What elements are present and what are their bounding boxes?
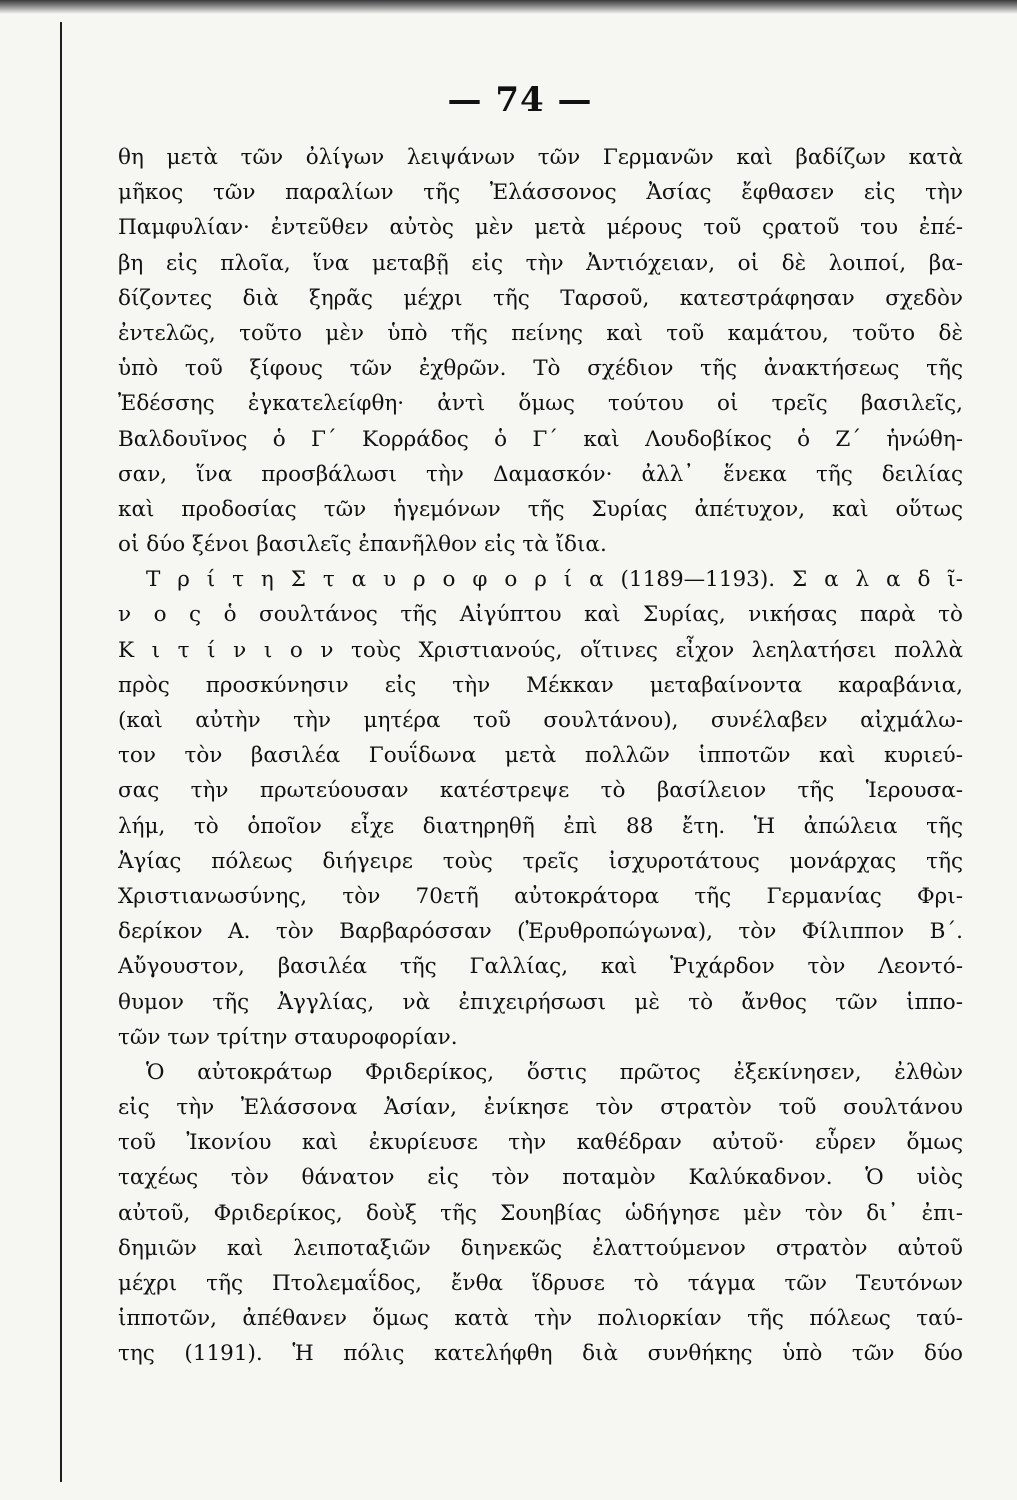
text-line: Κ ι τ ί ν ι ο ν τοὺς Χριστιανούς, οἵτινες εἶχον λεηλατήσει πολλὰ	[118, 637, 963, 663]
text-line: δερίκον Α. τὸν Βαρβαρόσσαν (Ἐρυθροπώγωνα), τὸν Φίλιππον Β΄.	[118, 919, 963, 945]
text-line: αὐτοῦ, Φριδερίκος, δοὺξ τῆς Σουηβίας ὡδήγησε μὲν τὸν δι᾽ ἐπι-	[118, 1200, 963, 1226]
text-line: οἱ δύο ξένοι βασιλεῖς ἐπανῆλθον εἰς τὰ ἴδια.	[118, 532, 607, 558]
body-text	[118, 140, 963, 1372]
text-line: σαν, ἵνα προσβάλωσι τὴν Δαμασκόν· ἀλλ᾽ ἕνεκα τῆς δειλίας	[118, 461, 963, 487]
text-line: καὶ προδοσίας τῶν ἡγεμόνων τῆς Συρίας ἀπέτυχον, καὶ οὕτως	[118, 496, 963, 522]
text-line: Ἁγίας πόλεως διήγειρε τοὺς τρεῖς ἰσχυροτάτους μονάρχας τῆς	[118, 848, 963, 874]
text-line: μῆκος τῶν παραλίων τῆς Ἐλάσσονος Ἀσίας ἔφθασεν εἰς τὴν	[118, 180, 963, 206]
text-line: σας τὴν πρωτεύουσαν κατέστρεψε τὸ βασίλειον τῆς Ἱερουσα-	[118, 778, 963, 804]
text-line: Χριστιανωσύνης, τὸν 70ετῆ αὐτοκράτορα τῆς Γερμανίας Φρι-	[118, 883, 963, 909]
text-line: Ἐδέσσης ἐγκατελείφθη· ἀντὶ ὅμως τούτου οἱ τρεῖς βασιλεῖς,	[118, 391, 963, 417]
text-line: ἱπποτῶν, ἀπέθανεν ὅμως κατὰ τὴν πολιορκίαν τῆς πόλεως ταύ-	[118, 1306, 963, 1332]
text-line: θυμον τῆς Ἀγγλίας, νὰ ἐπιχειρήσωσι μὲ τὸ ἄνθος τῶν ἱππο-	[118, 989, 963, 1015]
page-left-edge-line	[60, 22, 62, 1482]
text-line: Ὁ αὐτοκράτωρ Φριδερίκος, ὅστις πρῶτος ἐξεκίνησεν, ἐλθὼν	[146, 1059, 963, 1085]
text-line: τον τὸν βασιλέα Γουΐδωνα μετὰ πολλῶν ἱπποτῶν καὶ κυριεύ-	[118, 743, 963, 769]
text-line: ὑπὸ τοῦ ξίφους τῶν ἐχθρῶν. Τὸ σχέδιον τῆς ἀνακτήσεως τῆς	[118, 356, 963, 382]
text-line: (καὶ αὐτὴν τὴν μητέρα τοῦ σουλτάνου), συνέλαβεν αἰχμάλω-	[118, 708, 963, 733]
text-line: ἐντελῶς, τοῦτο μὲν ὑπὸ τῆς πείνης καὶ τοῦ καμάτου, τοῦτο δὲ	[118, 320, 963, 346]
text-line: λήμ, τὸ ὁποῖον εἶχε διατηρηθῆ ἐπὶ 88 ἔτη. Ἡ ἀπώλεια τῆς	[118, 813, 963, 839]
text-line: Βαλδουῖνος ὁ Γ΄ Κορράδος ὁ Γ΄ καὶ Λουδοβίκος ὁ Ζ΄ ἡνώθη-	[118, 426, 963, 452]
scan-top-edge-shadow	[0, 0, 1017, 14]
page-number: — 74 —	[447, 80, 593, 120]
text-line: ν ο ς ὁ σουλτάνος τῆς Αἰγύπτου καὶ Συρίας, νικήσας παρὰ τὸ	[118, 602, 963, 628]
text-line: Αὔγουστον, βασιλέα τῆς Γαλλίας, καὶ Ῥιχάρδον τὸν Λεοντό-	[118, 954, 963, 980]
text-line: δίζοντες διὰ ξηρᾶς μέχρι τῆς Ταρσοῦ, κατεστράφησαν σχεδὸν	[118, 285, 963, 311]
text-line: τῶν των τρίτην σταυροφορίαν.	[118, 1024, 458, 1050]
text-line: εἰς τὴν Ἐλάσσονα Ἀσίαν, ἐνίκησε τὸν στρατὸν τοῦ σουλτάνου	[118, 1095, 963, 1121]
text-line: της (1191). Ἡ πόλις κατελήφθη διὰ συνθήκης ὑπὸ τῶν δύο	[118, 1341, 963, 1367]
text-line: τοῦ Ἰκονίου καὶ ἐκυρίευσε τὴν καθέδραν αὐτοῦ· εὗρεν ὅμως	[118, 1130, 963, 1156]
text-line: βη εἰς πλοῖα, ἵνα μεταβῇ εἰς τὴν Ἀντιόχειαν, οἱ δὲ λοιποί, βα-	[118, 250, 963, 276]
text-line: μέχρι τῆς Πτολεμαΐδος, ἔνθα ἵδρυσε τὸ τάγμα τῶν Τευτόνων	[118, 1271, 963, 1296]
text-line: ταχέως τὸν θάνατον εἰς τὸν ποταμὸν Καλύκαδνον. Ὁ υἱὸς	[118, 1165, 963, 1191]
text-line: Παμφυλίαν· ἐντεῦθεν αὐτὸς μὲν μετὰ μέρους τοῦ ςρατοῦ του ἐπέ-	[118, 215, 963, 241]
text-line: δημιῶν καὶ λειποταξιῶν διηνεκῶς ἐλαττούμενον στρατὸν αὐτοῦ	[118, 1235, 963, 1261]
text-line: Τ ρ ί τ η Σ τ α υ ρ ο φ ο ρ ί α (1189—1193). Σ α λ α δ ῖ-	[146, 567, 963, 593]
text-line: πρὸς προσκύνησιν εἰς τὴν Μέκκαν μεταβαίνοντα καραβάνια,	[118, 672, 963, 698]
text-line: θη μετὰ τῶν ὀλίγων λειψάνων τῶν Γερμανῶν καὶ βαδίζων κατὰ	[118, 145, 963, 170]
